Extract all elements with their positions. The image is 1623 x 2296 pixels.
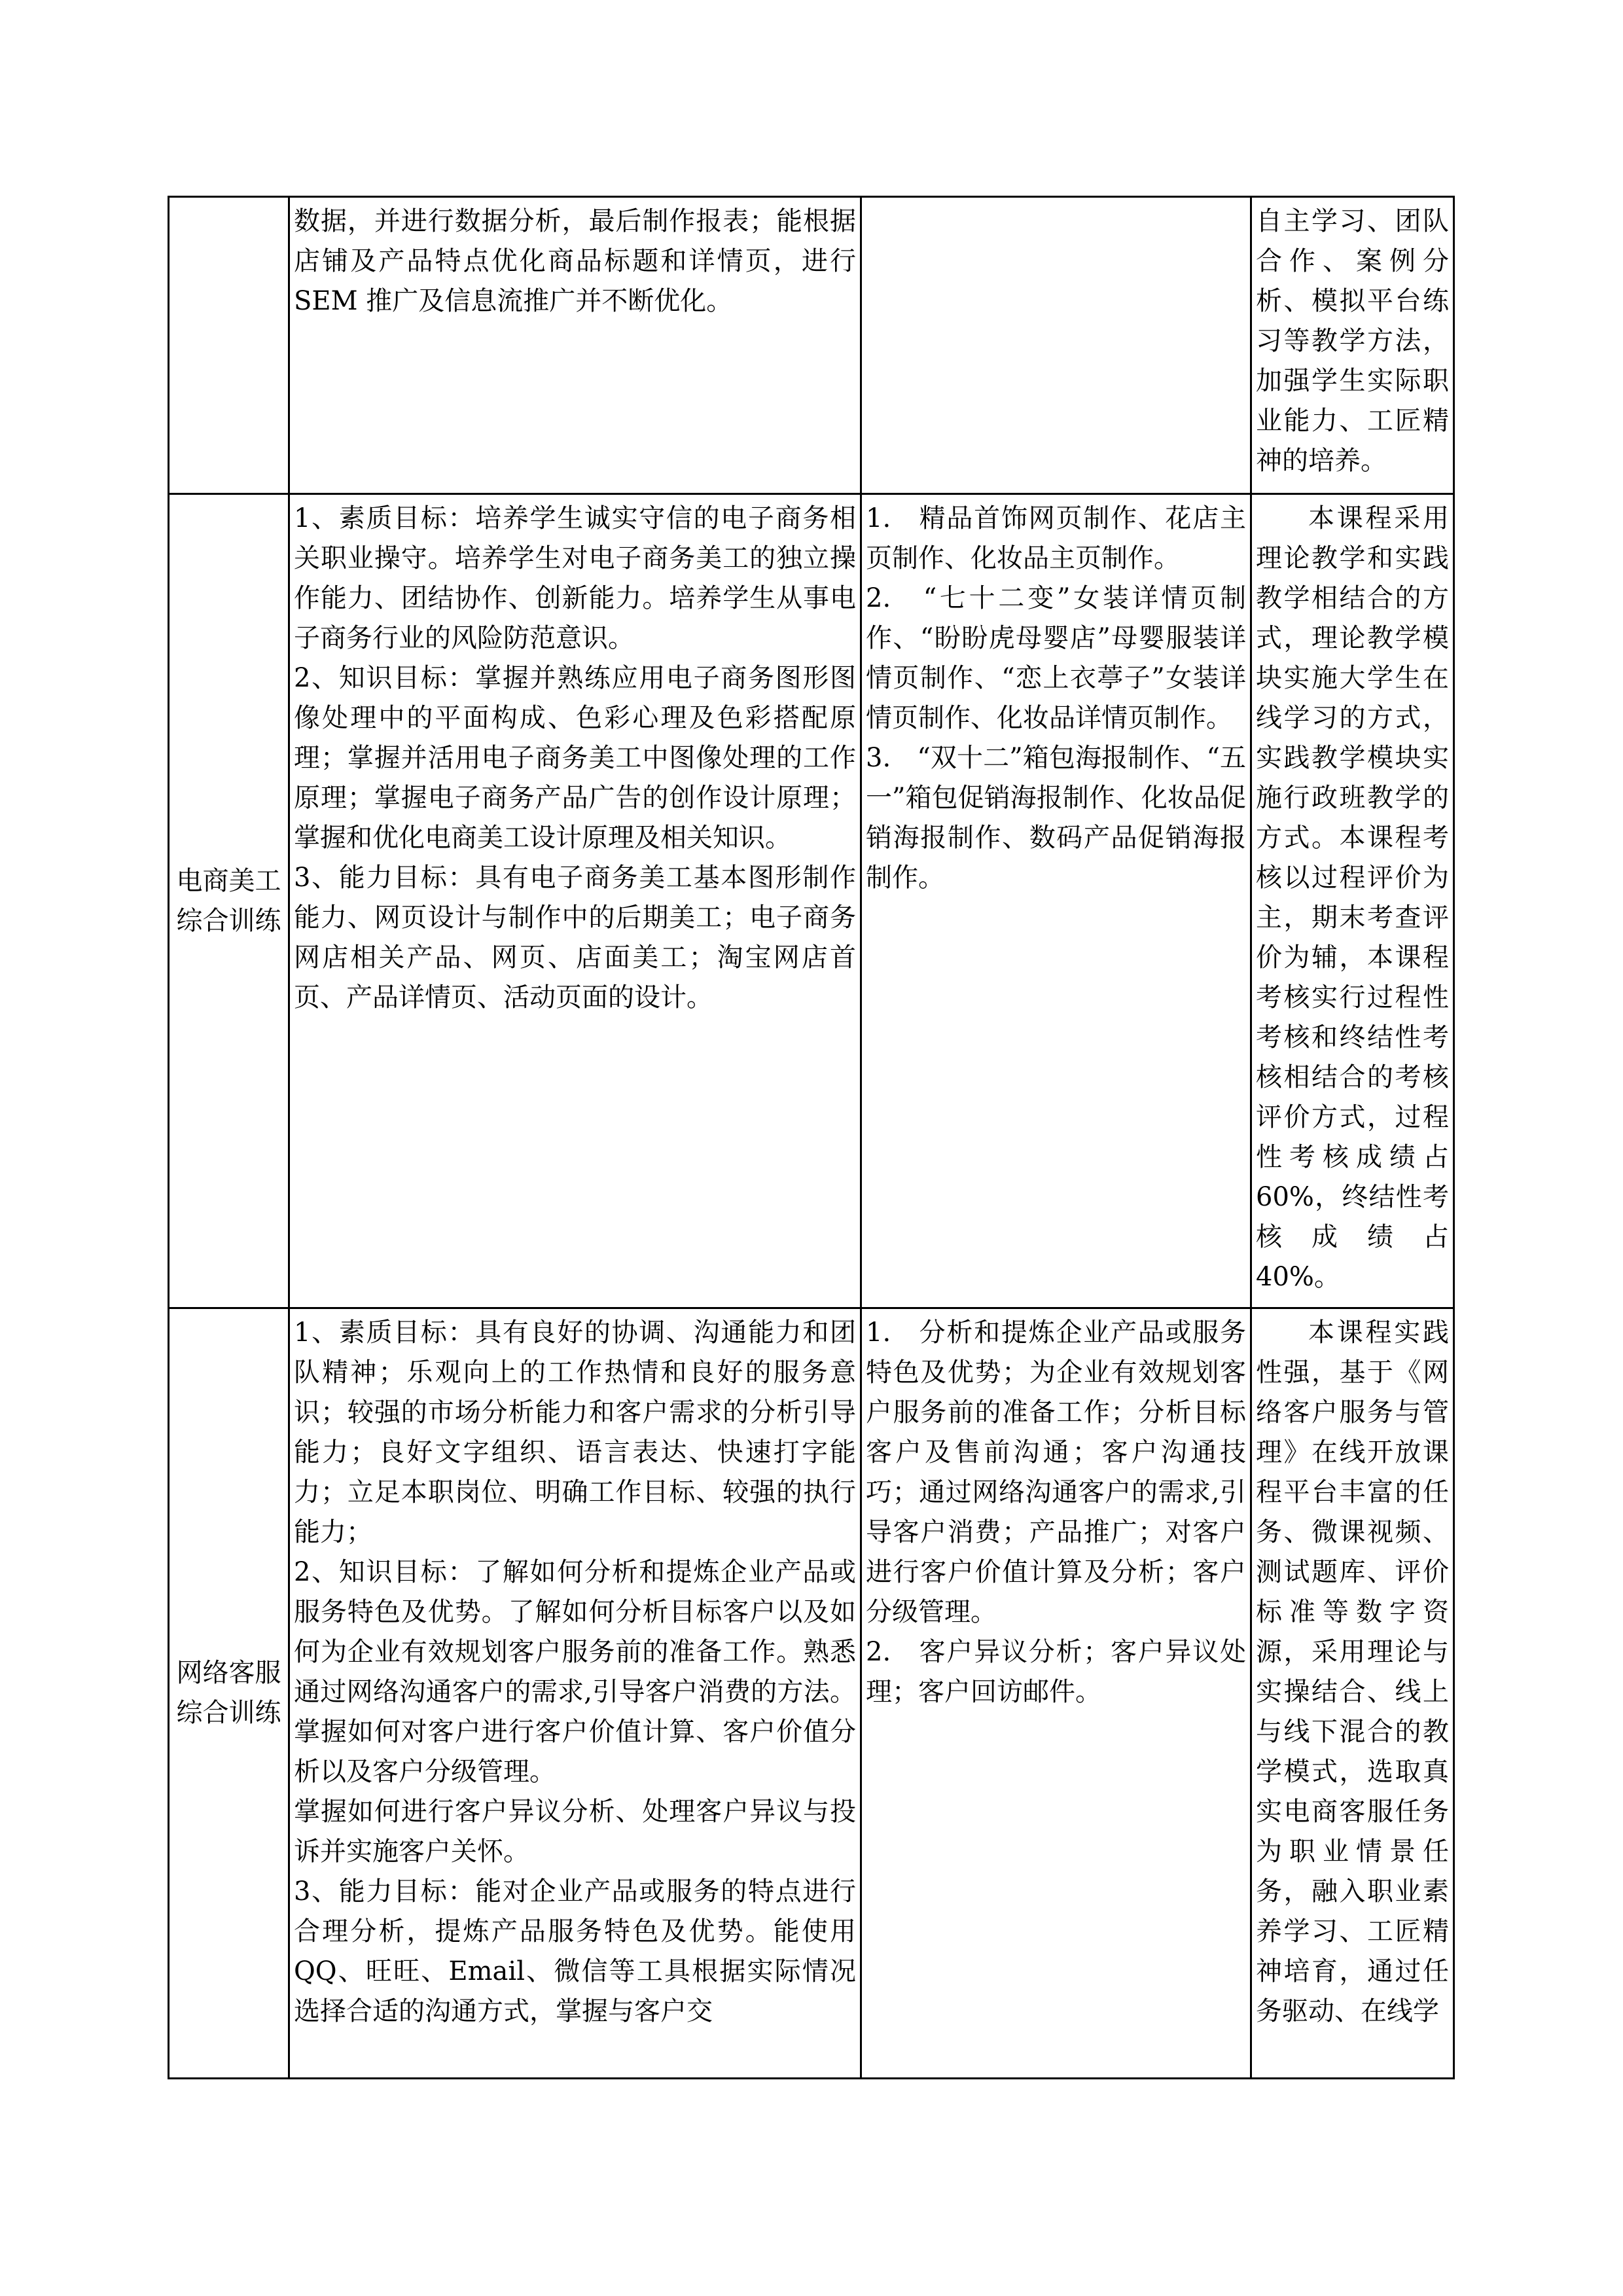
content-item: 2. 客户异议分析；客户异议处理；客户回访邮件。 [866, 1637, 1246, 1707]
table-row [169, 197, 1454, 494]
course-content-cell [861, 494, 1251, 1308]
goal-paragraph: 2、知识目标：了解如何分析和提炼企业产品或服务特色及优势。了解如何分析目标客户以及如何为企业有效规划客户服务前的准备工作。熟悉通过网络沟通客户的需求,引导客户消费的方法。掌握如何对客户进行客户价值计算、客户价值分析以及客户分级管理。 [294, 1557, 856, 1787]
course-table [168, 196, 1455, 2079]
content-item: 1. 分析和提炼企业产品或服务特色及优势；为企业有效规划客户服务前的准备工作；分析目标客户及售前沟通；客户沟通技巧；通过网络沟通客户的需求,引导客户消费；产品推广；对客户进行客户价值计算及分析；客户分级管理。 [866, 1318, 1246, 1627]
table-row [169, 1308, 1454, 2079]
content-item: 1. 精品首饰网页制作、花店主页制作、化妆品主页制作。 [866, 503, 1246, 573]
course-goals-cell [289, 494, 861, 1308]
goal-paragraph: 2、知识目标：掌握并熟练应用电子商务图形图像处理中的平面构成、色彩心理及色彩搭配原理；掌握并活用电子商务美工中图像处理的工作原理；掌握电子商务产品广告的创作设计原理；掌握和优化电商美工设计原理及相关知识。 [294, 663, 856, 853]
goal-paragraph: 掌握如何进行客户异议分析、处理客户异议与投诉并实施客户关怀。 [294, 1797, 856, 1867]
course-content-cell [861, 197, 1251, 494]
table-row [169, 494, 1454, 1308]
content-item: 3. “双十二”箱包海报制作、“五一”箱包促销海报制作、化妆品促销海报制作、数码产品促销海报制作。 [866, 743, 1246, 893]
goal-paragraph: 3、能力目标：具有电子商务美工基本图形制作能力、网页设计与制作中的后期美工；电子商务网店相关产品、网页、店面美工；淘宝网店首页、产品详情页、活动页面的设计。 [294, 863, 856, 1013]
course-name-cell [169, 197, 289, 494]
course-goals-cell [289, 1308, 861, 2079]
course-name-cell: 网络客服综合训练 [169, 1308, 289, 2079]
goal-paragraph: 数据，并进行数据分析，最后制作报表；能根据店铺及产品特点优化商品标题和详情页，进行 SEM 推广及信息流推广并不断优化。 [294, 206, 856, 316]
course-goals-cell [289, 197, 861, 494]
teaching-method-cell: 本课程采用理论教学和实践教学相结合的方式，理论教学模块实施大学生在线学习的方式，实践教学模块实施行政班教学的方式。本课程考核以过程评价为主，期末考查评价为辅，本课程考核实行过程性考核和终结性考核相结合的考核评价方式，过程性考核成绩占60%，终结性考核成绩占 40%。 [1251, 494, 1454, 1308]
goal-paragraph: 1、素质目标：具有良好的协调、沟通能力和团队精神；乐观向上的工作热情和良好的服务意识；较强的市场分析能力和客户需求的分析引导能力；良好文字组织、语言表达、快速打字能力；立足本职岗位、明确工作目标、较强的执行能力； [294, 1318, 856, 1547]
teaching-method-cell: 自主学习、团队合作、案例分析、模拟平台练习等教学方法，加强学生实际职业能力、工匠精神的培养。 [1251, 197, 1454, 494]
goal-paragraph: 3、能力目标：能对企业产品或服务的特点进行合理分析，提炼产品服务特色及优势。能使用 QQ、旺旺、Email、微信等工具根据实际情况选择合适的沟通方式，掌握与客户交 [294, 1876, 856, 2026]
course-name-cell: 电商美工综合训练 [169, 494, 289, 1308]
course-content-cell [861, 1308, 1251, 2079]
teaching-method-cell: 本课程实践性强，基于《网络客户服务与管理》在线开放课程平台丰富的任务、微课视频、测试题库、评价标准等数字资源，采用理论与实操结合、线上与线下混合的教学模式，选取真实电商客服任务为职业情景任务，融入职业素养学习、工匠精神培育，通过任务驱动、在线学 [1251, 1308, 1454, 2079]
goal-paragraph: 1、素质目标：培养学生诚实守信的电子商务相关职业操守。培养学生对电子商务美工的独立操作能力、团结协作、创新能力。培养学生从事电子商务行业的风险防范意识。 [294, 503, 856, 653]
content-item: 2. “七十二变”女装详情页制作、“盼盼虎母婴店”母婴服装详情页制作、“恋上衣葶子”女装详情页制作、化妆品详情页制作。 [866, 583, 1246, 733]
